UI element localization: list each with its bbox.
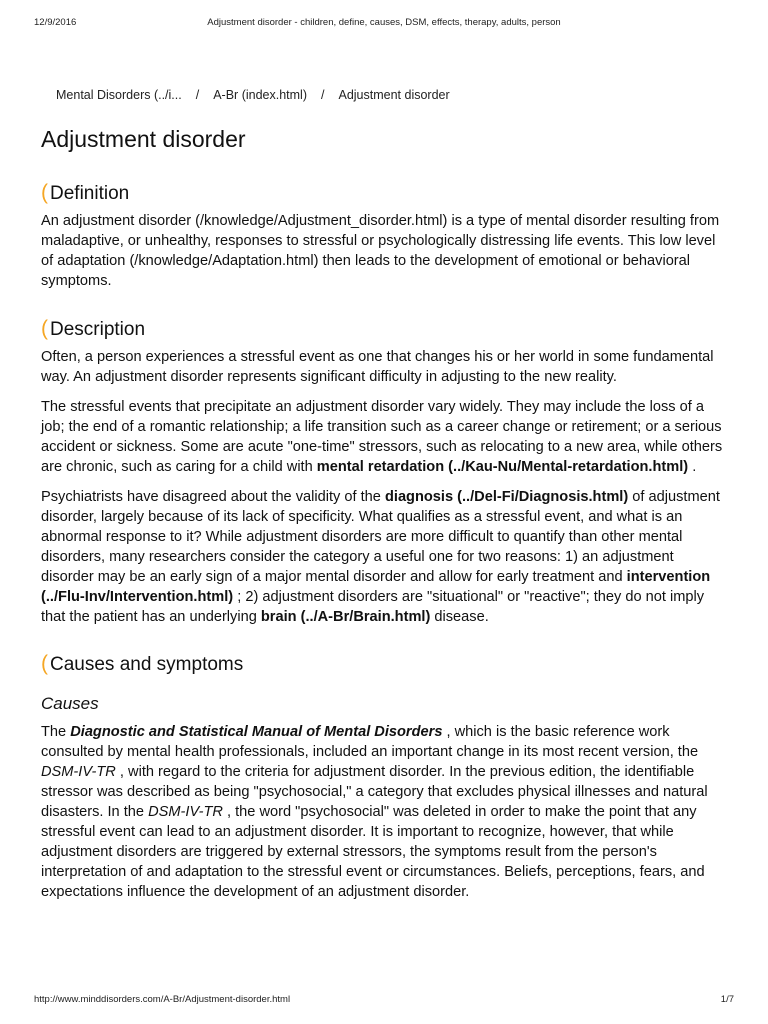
- description-paragraph-1: Often, a person experiences a stressful event as one that changes his or her world in some fundamental way. An adjustment disorder represents significant difficulty in adjusting to the new reality.: [41, 349, 714, 385]
- description-heading: [41, 316, 726, 343]
- intervention-link[interactable]: intervention (../Flu-Inv/Intervention.html): [41, 569, 711, 605]
- description-heading-text: Description: [50, 319, 146, 340]
- article-content: [41, 180, 726, 912]
- breadcrumb-item-mental-disorders[interactable]: Mental Disorders (../i...: [56, 88, 182, 102]
- definition-heading-text: Definition: [50, 183, 130, 204]
- print-header: [0, 17, 768, 29]
- paragraph-text: The: [41, 724, 67, 740]
- causes-paragraph: [41, 722, 726, 902]
- paragraph-text: ; 2) adjustment disorders are "situational" or "reactive"; they do not imply that the patient has an underlying: [41, 589, 705, 625]
- paragraph-end: .: [692, 459, 697, 475]
- footer-url: http://www.minddisorders.com/A-Br/Adjustment-disorder.html: [34, 994, 291, 1005]
- breadcrumb-item-a-br[interactable]: A-Br (index.html): [213, 88, 307, 102]
- breadcrumb: [56, 88, 450, 102]
- paragraph-text: of adjustment disorder, largely because of its lack of specificity. What qualifies as a stressful event, and what is an abnormal response to it? While adjustment disorders are more difficult to quantify than other mental disorders, many researchers consider the category a useful one for two reasons: 1) an adjustment disorder may be an early sign of a major mental disorder and allow for early treatment and: [41, 489, 720, 585]
- print-date: 12/9/2016: [34, 17, 77, 28]
- brain-link[interactable]: brain (../A-Br/Brain.html): [260, 609, 431, 625]
- mental-retardation-link[interactable]: mental retardation (../Kau-Nu/Mental-retardation.html): [316, 459, 689, 475]
- paragraph-text: , with regard to the criteria for adjustment disorder. In the previous edition, the identifiable stressor was described as being "psychosocial," a category that excludes physical illnesses and natural disasters. In the: [41, 764, 708, 820]
- description-paragraph-3: [41, 487, 726, 627]
- definition-paragraph: [41, 211, 726, 291]
- dsm-iv-tr-ref: DSM-IV-TR: [148, 804, 223, 820]
- dsm-book-title: Diagnostic and Statistical Manual of Mental Disorders: [70, 724, 443, 740]
- page-title: Adjustment disorder: [41, 126, 246, 152]
- breadcrumb-separator: /: [195, 88, 200, 102]
- breadcrumb-item-current: Adjustment disorder: [338, 88, 450, 102]
- paragraph-text: , the word "psychosocial" was deleted in order to make the point that any stressful event can lead to an adjustment disorder. It is important to recognize, however, that while adjustment disorders are triggered by external stressors, the symptoms result from the person's interpretation of and adaptation to the stressful event or circumstances. Beliefs, perceptions, fears, and expectations influence the development of an adjustment disorder.: [41, 804, 705, 900]
- description-paragraph-2: [41, 397, 726, 477]
- breadcrumb-separator: /: [321, 88, 325, 102]
- dsm-iv-tr-ref: DSM-IV-TR: [41, 764, 116, 780]
- causes-subheading: Causes: [41, 694, 99, 713]
- definition-heading: [41, 180, 726, 207]
- paragraph-text: Psychiatrists have disagreed about the validity of the: [41, 489, 381, 505]
- print-page-title: Adjustment disorder - children, define, causes, DSM, effects, therapy, adults, person: [207, 17, 561, 28]
- causes-symptoms-heading-text: Causes and symptoms: [50, 654, 244, 675]
- footer-page-number: 1/7: [720, 994, 734, 1005]
- causes-symptoms-heading: [41, 651, 726, 678]
- paragraph-text: disease.: [434, 609, 489, 625]
- section-mark-icon: (: [41, 317, 48, 340]
- diagnosis-link[interactable]: diagnosis (../Del-Fi/Diagnosis.html): [384, 489, 629, 505]
- section-mark-icon: (: [41, 652, 48, 675]
- section-mark-icon: (: [41, 181, 48, 204]
- definition-text: An adjustment disorder (/knowledge/Adjustment_disorder.html) is a type of mental disorder resulting from maladaptive, or unhealthy, responses to stressful or psychologically distressing life events. This low level of adaptation (/knowledge/Adaptation.html) then leads to the development of emotional or behavioral symptoms.: [41, 213, 720, 289]
- paragraph-text: The stressful events that precipitate an adjustment disorder vary widely. They may include the loss of a job; the end of a romantic relationship; a life transition such as a career change or retirement; or a serious accident or sickness. Some are acute "one-time" stressors, such as relocating to a new area, while others are chronic, such as caring for a child with: [41, 399, 723, 475]
- paragraph-text: , which is the basic reference work consulted by mental health professionals, included an important change in its most recent version, the: [41, 724, 699, 760]
